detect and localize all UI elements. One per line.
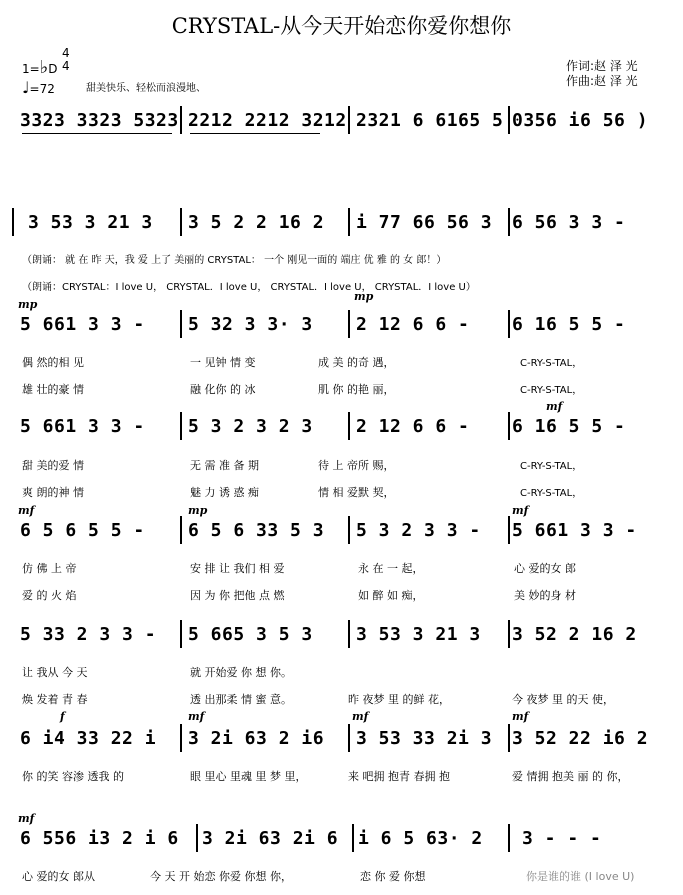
measure-2-3: i 77 66 56 3: [356, 212, 493, 233]
repeat-barline: [12, 208, 14, 236]
time-sig-top: 4: [62, 46, 70, 60]
tempo-mark: [22, 78, 55, 97]
song-title: CRYSTAL-从今天开始恋你爱你想你: [171, 14, 512, 38]
measure-4-3: 2 12 6 6 -: [356, 416, 470, 437]
lyric-3a-4: C-RY-S-TAL，: [520, 358, 583, 369]
narration-line-1: （朗诵： 就 在 昨 天，我 爱 上了 美丽的 CRYSTAL： 一个 刚见一面的 端庄 优 雅 的 女 郎！）: [22, 255, 447, 266]
repeat-barline: [348, 620, 350, 648]
measure-4-1: 5 661 3 3 -: [20, 416, 145, 437]
measure-8-1: 6 556 i3 2 i 6: [20, 828, 179, 849]
measure-4-4: 6 16 5 5 -: [512, 416, 626, 437]
barline: [180, 208, 182, 236]
dynamic-mark: mf: [352, 710, 369, 723]
lyric-4b-4: C-RY-S-TAL，: [520, 488, 583, 499]
score-row-4: [0, 410, 683, 450]
lyric-5a-2: 安 排 让 我们 相 爱: [190, 562, 285, 575]
barline: [508, 310, 510, 338]
underline: [22, 133, 172, 134]
barline: [348, 208, 350, 236]
underline: [190, 133, 320, 134]
composer-credit: 作曲:赵 泽 光: [566, 74, 638, 88]
dynamic-mark: mp: [18, 298, 38, 311]
narration-line-2: （朗诵：CRYSTAL：I love U， CRYSTAL．I love U， CRYSTAL．I love U， CRYSTAL．I love U）: [22, 282, 476, 293]
lyric-6a-1: 让 我从 今 天: [22, 666, 88, 679]
barline: [348, 106, 350, 134]
barline: [348, 516, 350, 544]
dynamic-mark: mf: [512, 710, 529, 723]
measure-7-1: 6 i4 33 22 i: [20, 728, 157, 749]
flat-symbol: ♭: [39, 57, 49, 78]
lyric-5b-4: 美 妙的身 材: [514, 589, 576, 602]
dynamic-mark: mf: [18, 812, 35, 825]
measure-4-2: 5 3 2 3 2 3: [188, 416, 313, 437]
lyric-7-4: 爱 情拥 抱美 丽 的 你，: [512, 770, 629, 783]
measure-3-1: 5 661 3 3 -: [20, 314, 145, 335]
barline: [508, 208, 510, 236]
barline: [180, 516, 182, 544]
lyric-6b-3: 昨 夜梦 里 的鲜 花，: [348, 693, 450, 706]
barline: [180, 412, 182, 440]
lyric-7-1: 你 的笑 容渗 透我 的: [22, 770, 124, 783]
barline: [508, 412, 510, 440]
score-row-8: [0, 822, 683, 862]
measure-7-2: 3 2i 63 2 i6: [188, 728, 325, 749]
measure-3-3: 2 12 6 6 -: [356, 314, 470, 335]
key-signature: [22, 57, 57, 78]
lyric-5a-3: 永 在 一 起，: [358, 562, 424, 575]
measure-2-4: 6 56 3 3 -: [512, 212, 626, 233]
lyric-3b-3: 肌 你 的艳 丽，: [318, 383, 395, 396]
measure-1-4: 0356 i6 56 ): [512, 110, 649, 131]
barline: [508, 724, 510, 752]
lyric-6b-4: 今 夜梦 里 的天 使，: [512, 693, 614, 706]
lyric-8-2: 今 天 开 始恋 你爱 你想 你，: [150, 870, 292, 883]
lyric-8-3: 恋 你 爱 你想: [360, 870, 426, 883]
lyric-6a-2: 就 开始爱 你 想 你。: [190, 666, 292, 679]
lyric-6b-1: 焕 发着 青 春: [22, 693, 88, 706]
measure-2-1: 3 53 3 21 3: [28, 212, 153, 233]
barline: [180, 620, 182, 648]
dynamic-mark: mf: [188, 710, 205, 723]
barline: [508, 824, 510, 852]
expression-mark: 甜美快乐、轻松而浪漫地、: [86, 83, 206, 94]
lyric-7-3: 来 吧拥 抱青 春拥 抱: [348, 770, 450, 783]
measure-5-4: 5 661 3 3 -: [512, 520, 637, 541]
barline: [180, 106, 182, 134]
quarter-note-icon: ♩: [22, 78, 30, 97]
lyric-5b-1: 爱 的 火 焰: [22, 589, 77, 602]
lyric-8-1: 心 爱的女 郎从: [22, 870, 95, 883]
barline: [348, 310, 350, 338]
key-prefix: 1=: [22, 62, 40, 76]
lyric-3a-2: 一 见钟 情 变: [190, 356, 256, 369]
score-row-3: [0, 308, 683, 348]
measure-1-3: 2321 6 6165 5: [356, 110, 504, 131]
score-row-1: [0, 104, 683, 144]
lyric-4b-1: 爽 朗的神 情: [22, 486, 84, 499]
measure-2-2: 3 5 2 2 16 2: [188, 212, 325, 233]
lyric-4b-2: 魅 力 诱 惑 痴: [190, 486, 259, 499]
dynamic-mark: mf: [546, 400, 563, 413]
barline: [508, 620, 510, 648]
measure-6-4: 3 52 2 16 2: [512, 624, 637, 645]
score-row-5: [0, 514, 683, 554]
dynamic-mark: f: [60, 710, 65, 723]
dynamic-mark: mp: [354, 290, 374, 303]
lyric-5b-2: 因 为 你 把他 点 燃: [190, 589, 285, 602]
time-signature: [62, 47, 70, 73]
lyric-5a-4: 心 爱的女 郎: [514, 562, 576, 575]
lyricist-credit: 作词:赵 泽 光: [566, 59, 638, 73]
barline: [352, 824, 354, 852]
dynamic-mark: mp: [188, 504, 208, 517]
lyric-6b-2: 透 出那柔 情 蜜 意。: [190, 693, 292, 706]
measure-3-2: 5 32 3 3· 3: [188, 314, 313, 335]
dynamic-mark: mf: [512, 504, 529, 517]
measure-5-2: 6 5 6 33 5 3: [188, 520, 325, 541]
watermark: 你是谁的谁 (I love U): [526, 870, 635, 883]
measure-8-3: i 6 5 63· 2: [358, 828, 483, 849]
measure-1-1: 3323 3323 5323: [20, 110, 179, 131]
lyric-4b-3: 情 相 爱默 契，: [318, 486, 395, 499]
lyric-4a-3: 待 上 帝所 赐，: [318, 459, 395, 472]
score-row-7: [0, 722, 683, 762]
measure-6-2: 5 665 3 5 3: [188, 624, 313, 645]
measure-6-3: 3 53 3 21 3: [356, 624, 481, 645]
barline: [348, 412, 350, 440]
lyric-4a-1: 甜 美的爱 情: [22, 459, 84, 472]
barline: [180, 310, 182, 338]
lyric-3b-2: 融 化你 的 冰: [190, 383, 256, 396]
barline: [180, 724, 182, 752]
score-row-2: [0, 206, 683, 246]
measure-5-1: 6 5 6 5 5 -: [20, 520, 145, 541]
measure-3-4: 6 16 5 5 -: [512, 314, 626, 335]
lyric-7-2: 眼 里心 里魂 里 梦 里，: [190, 770, 307, 783]
key-note: D: [48, 62, 58, 76]
measure-7-3: 3 53 33 2i 3: [356, 728, 493, 749]
measure-6-1: 5 33 2 3 3 -: [20, 624, 157, 645]
dynamic-mark: mf: [18, 504, 35, 517]
lyric-3a-1: 偶 然的相 见: [22, 356, 84, 369]
measure-1-2: 2212 2212 3212: [188, 110, 347, 131]
lyric-4a-2: 无 需 准 备 期: [190, 459, 259, 472]
measure-8-4: 3 - - -: [522, 828, 602, 849]
barline: [348, 724, 350, 752]
lyric-4a-4: C-RY-S-TAL，: [520, 461, 583, 472]
lyric-3b-1: 雄 壮的豪 情: [22, 383, 84, 396]
barline: [508, 516, 510, 544]
measure-5-3: 5 3 2 3 3 -: [356, 520, 481, 541]
barline: [508, 106, 510, 134]
score-row-6: [0, 618, 683, 658]
lyric-3b-4: C-RY-S-TAL，: [520, 385, 583, 396]
lyric-5a-1: 仿 佛 上 帝: [22, 562, 77, 575]
time-sig-bottom: 4: [62, 59, 70, 73]
barline: [196, 824, 198, 852]
measure-8-2: 3 2i 63 2i 6: [202, 828, 339, 849]
lyric-3a-3: 成 美 的奇 遇，: [318, 356, 395, 369]
lyric-5b-3: 如 醉 如 痴，: [358, 589, 424, 602]
measure-7-4: 3 52 22 i6 2: [512, 728, 649, 749]
tempo-value: =72: [29, 82, 55, 96]
